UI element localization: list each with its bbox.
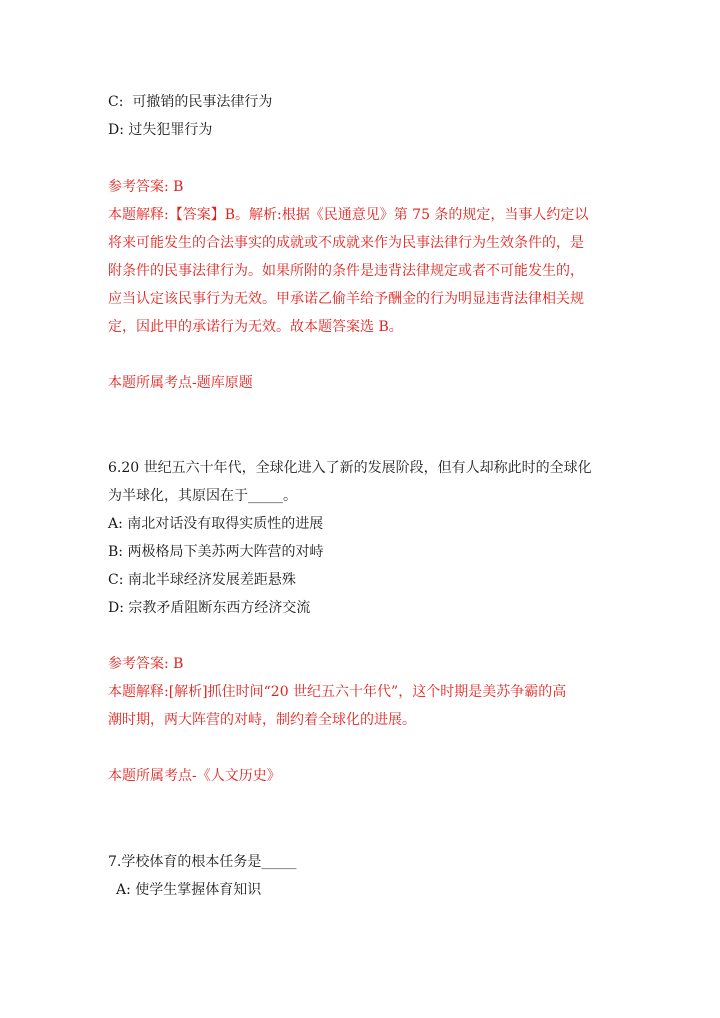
option-c: C: 南北半球经济发展差距悬殊 bbox=[108, 572, 296, 588]
reference-answer: 参考答案: B bbox=[108, 179, 184, 195]
option-d: D: 过失犯罪行为 bbox=[108, 122, 213, 138]
question-stem: 7.学校体育的根本任务是_____ bbox=[108, 854, 297, 870]
reference-answer: 参考答案: B bbox=[108, 656, 184, 672]
topic-label: 本题所属考点-《人文历史》 bbox=[108, 768, 281, 784]
explanation-line: 应当认定该民事行为无效。甲承诺乙偷羊给予酬金的行为明显违背法律相关规 bbox=[108, 291, 584, 307]
explanation-line: 本题解释:【答案】B。解析:根据《民通意见》第 75 条的规定，当事人约定以 bbox=[108, 207, 589, 223]
explanation-line: 附条件的民事法律行为。如果所附的条件是违背法律规定或者不可能发生的， bbox=[108, 263, 584, 279]
option-b: B: 两极格局下美苏两大阵营的对峙 bbox=[108, 544, 324, 560]
question-stem: 为半球化，其原因在于_____。 bbox=[108, 488, 297, 504]
explanation-line: 定，因此甲的承诺行为无效。故本题答案选 B。 bbox=[108, 319, 403, 335]
explanation-line: 潮时期，两大阵营的对峙，制约着全球化的进展。 bbox=[108, 712, 416, 728]
question-stem: 6.20 世纪五六十年代，全球化进入了新的发展阶段，但有人却称此时的全球化 bbox=[108, 460, 592, 476]
option-d: D: 宗教矛盾阻断东西方经济交流 bbox=[108, 600, 311, 616]
explanation-line: 本题解释:[解析]抓住时间“20 世纪五六十年代”，这个时期是美苏争霸的高 bbox=[108, 684, 567, 700]
topic-label: 本题所属考点-题库原题 bbox=[108, 375, 253, 391]
option-a: A: 使学生掌握体育知识 bbox=[116, 882, 262, 898]
explanation-line: 将来可能发生的合法事实的成就或不成就来作为民事法律行为生效条件的，是 bbox=[108, 235, 584, 251]
option-a: A: 南北对话没有取得实质性的进展 bbox=[108, 516, 324, 532]
option-c: C: 可撤销的民事法律行为 bbox=[108, 94, 273, 110]
